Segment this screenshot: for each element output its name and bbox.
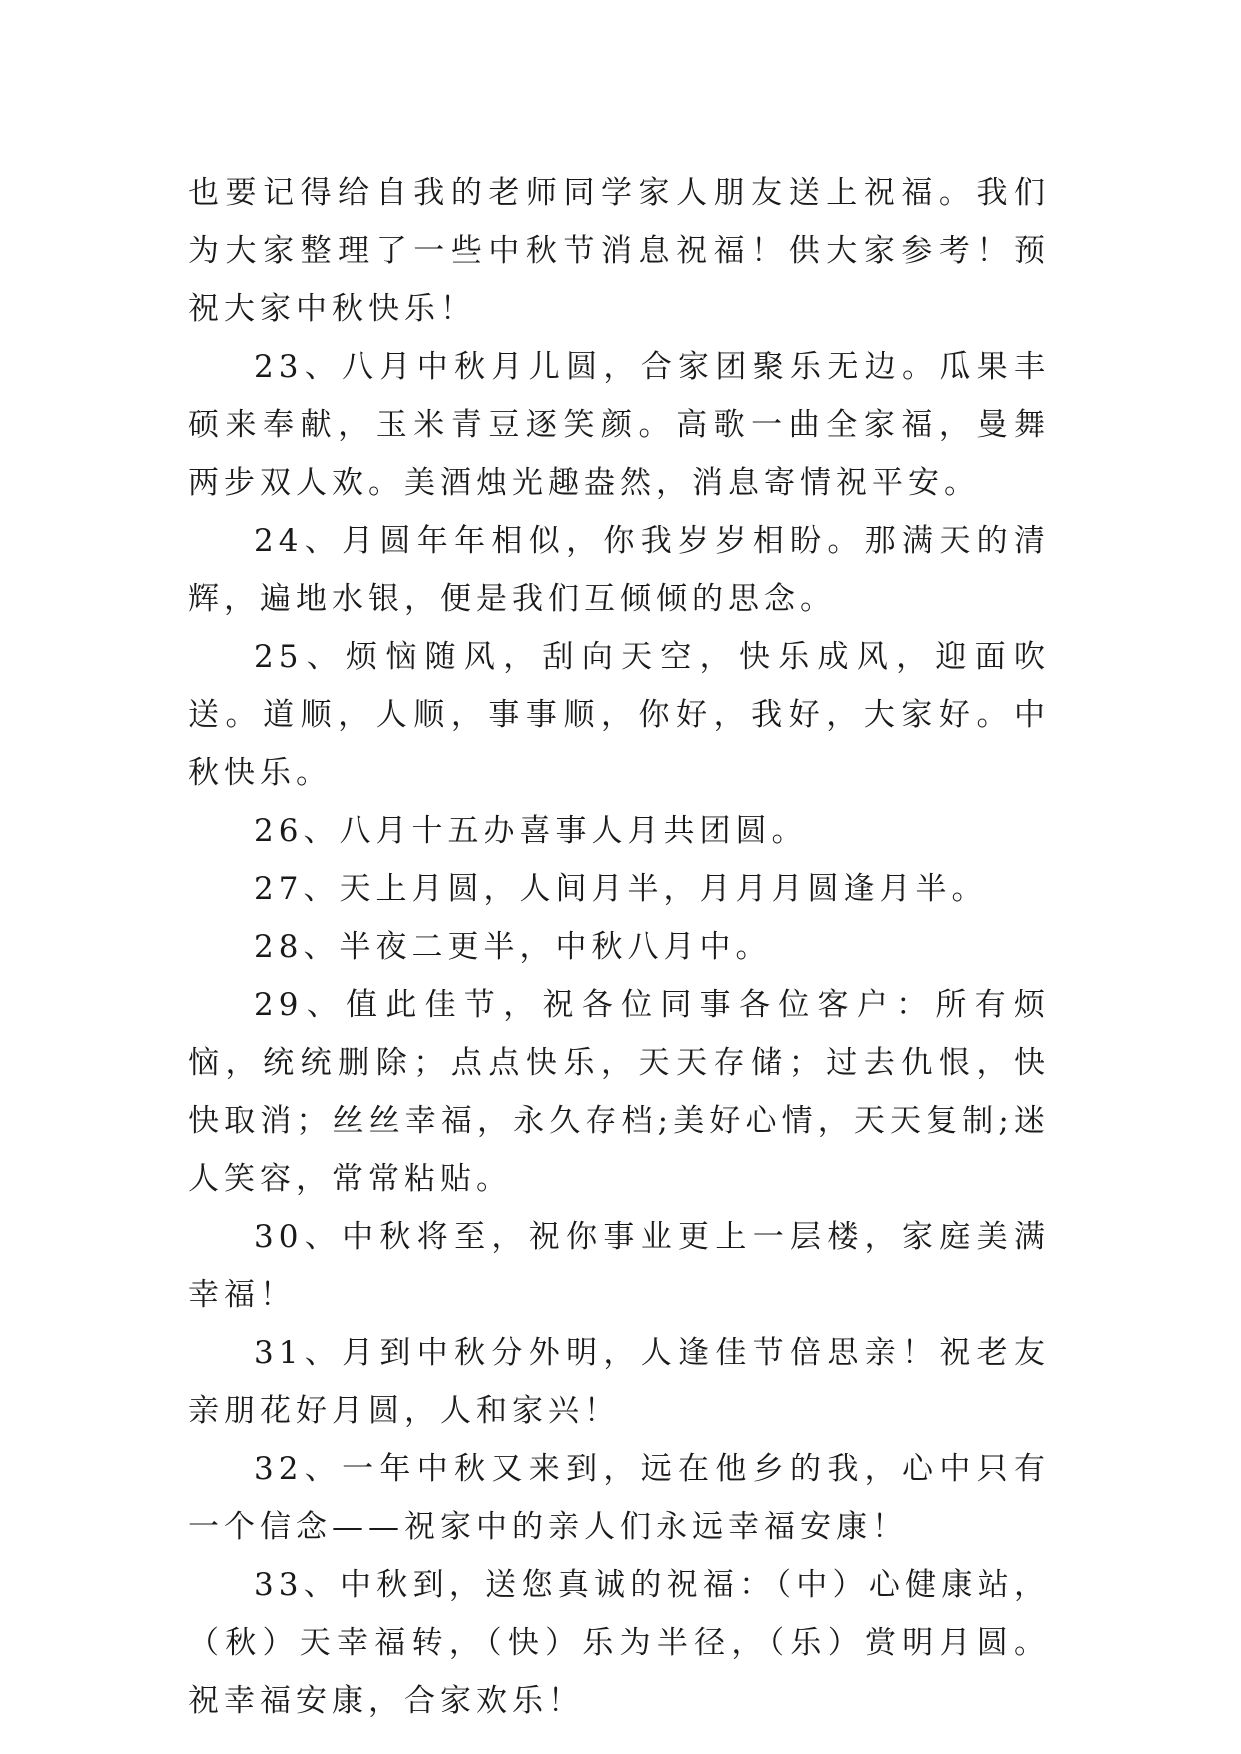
paragraph-28: 28、半夜二更半，中秋八月中。 (254, 929, 772, 965)
paragraph-23: 23、八月中秋月儿圆，合家团聚乐无边。瓜果丰硕来奉献，玉米青豆逐笑颜。高歌一曲全家福，曼舞两步双人欢。美酒烛光趣盎然，消息寄情祝平安。 (188, 349, 1050, 501)
paragraph-29: 29、值此佳节，祝各位同事各位客户：所有烦恼，统统删除；点点快乐，天天存储；过去仇恨，快快取消；丝丝幸福，永久存档;美好心情，天天复制;迷人笑容，常常粘贴。 (188, 987, 1050, 1197)
paragraph-27: 27、天上月圆，人间月半，月月月圆逢月半。 (254, 871, 988, 907)
paragraph-31: 31、月到中秋分外明，人逢佳节倍思亲！祝老友亲朋花好月圆，人和家兴！ (188, 1335, 1050, 1429)
paragraph-33: 33、中秋到，送您真诚的祝福：（中）心健康站，（秋）天幸福转，（快）乐为半径，（乐）赏明月圆。祝幸福安康，合家欢乐！ (188, 1567, 1050, 1719)
paragraph-25: 25、烦恼随风，刮向天空，快乐成风，迎面吹送。道顺，人顺，事事顺，你好，我好，大家好。中秋快乐。 (188, 639, 1050, 791)
paragraph-intro: 也要记得给自我的老师同学家人朋友送上祝福。我们为大家整理了一些中秋节消息祝福！供大家参考！预祝大家中秋快乐！ (188, 175, 1050, 327)
paragraph-26: 26、八月十五办喜事人月共团圆。 (254, 813, 808, 849)
document-body (188, 164, 1050, 1730)
paragraph-30: 30、中秋将至，祝你事业更上一层楼，家庭美满幸福！ (188, 1219, 1050, 1313)
paragraph-24: 24、月圆年年相似，你我岁岁相盼。那满天的清辉，遍地水银，便是我们互倾倾的思念。 (188, 523, 1050, 617)
paragraph-32: 32、一年中秋又来到，远在他乡的我，心中只有一个信念——祝家中的亲人们永远幸福安康！ (188, 1451, 1050, 1545)
